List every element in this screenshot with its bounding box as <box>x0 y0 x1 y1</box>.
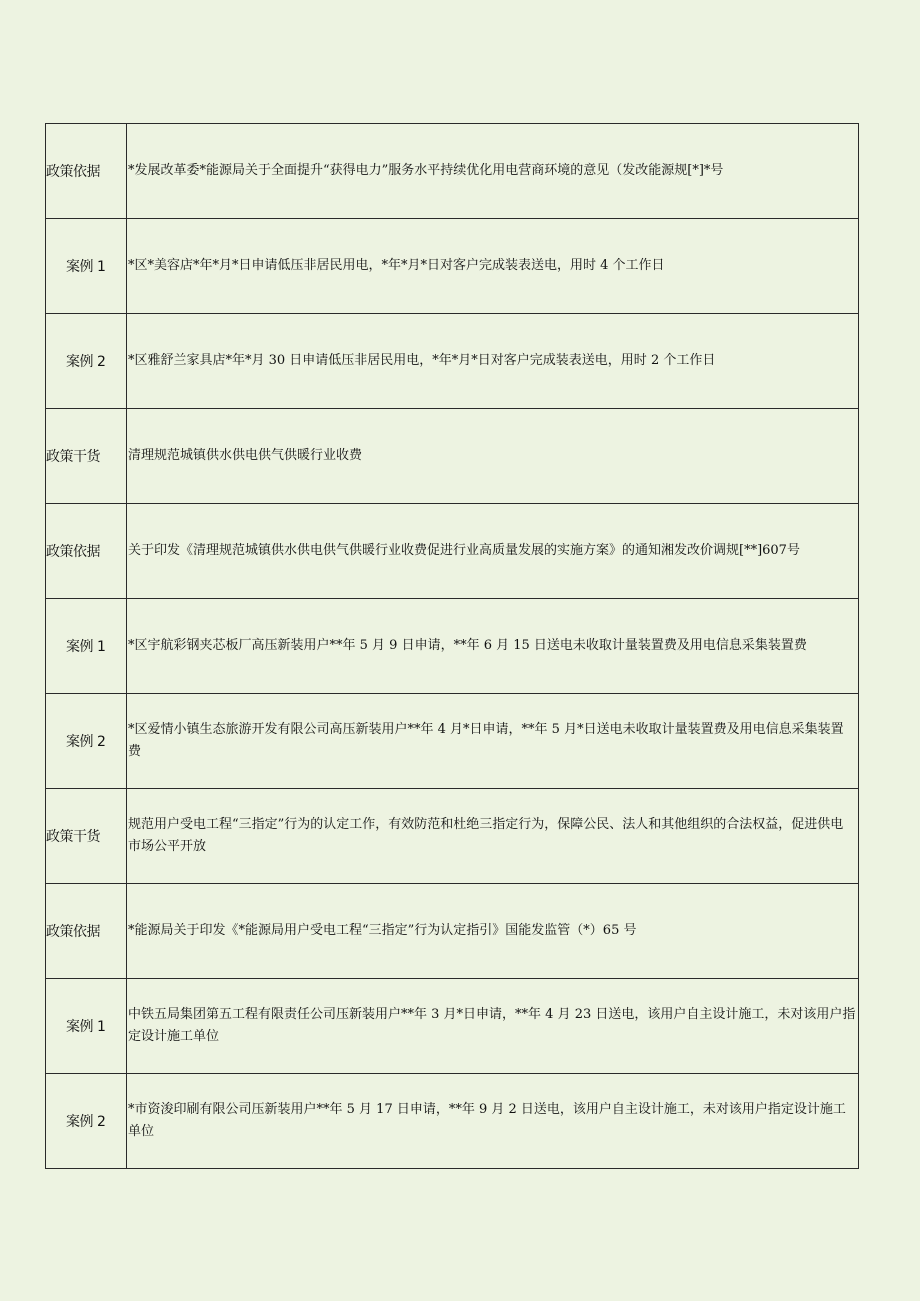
row-label: 案例 2 <box>46 694 127 789</box>
table-row <box>46 219 859 314</box>
table-row <box>46 789 859 884</box>
row-label: 政策依据 <box>46 884 127 979</box>
row-label: 案例 1 <box>46 979 127 1074</box>
row-label: 案例 1 <box>46 219 127 314</box>
row-label: 案例 2 <box>46 1074 127 1169</box>
row-label: 政策依据 <box>46 504 127 599</box>
table-body <box>46 124 859 1169</box>
row-label: 案例 2 <box>46 314 127 409</box>
row-content: *区宇航彩钢夹芯板厂高压新装用户**年 5 月 9 日申请，**年 6 月 15 日送电未收取计量装置费及用电信息采集装置费 <box>127 599 859 694</box>
row-content: 关于印发《清理规范城镇供水供电供气供暖行业收费促进行业高质量发展的实施方案》的通知湘发改价调规[**]607号 <box>127 504 859 599</box>
row-content: *发展改革委*能源局关于全面提升“获得电力”服务水平持续优化用电营商环境的意见（发改能源规[*]*号 <box>127 124 859 219</box>
row-content: 规范用户受电工程“三指定”行为的认定工作，有效防范和杜绝三指定行为，保障公民、法人和其他组织的合法权益，促进供电市场公平开放 <box>127 789 859 884</box>
table-row <box>46 979 859 1074</box>
table-row <box>46 504 859 599</box>
row-label: 政策干货 <box>46 409 127 504</box>
table-row <box>46 599 859 694</box>
row-content: 中铁五局集团第五工程有限责任公司压新装用户**年 3 月*日申请，**年 4 月 23 日送电，该用户自主设计施工，未对该用户指定设计施工单位 <box>127 979 859 1074</box>
row-content: *能源局关于印发《*能源局用户受电工程“三指定”行为认定指引》国能发监管（*）65 号 <box>127 884 859 979</box>
row-label: 政策依据 <box>46 124 127 219</box>
row-content: *区爱情小镇生态旅游开发有限公司高压新装用户**年 4 月*日申请，**年 5 月*日送电未收取计量装置费及用电信息采集装置费 <box>127 694 859 789</box>
row-label: 政策干货 <box>46 789 127 884</box>
row-content: *区*美容店*年*月*日申请低压非居民用电，*年*月*日对客户完成装表送电，用时 4 个工作日 <box>127 219 859 314</box>
table-row <box>46 409 859 504</box>
table-row <box>46 314 859 409</box>
policy-case-table <box>45 123 859 1169</box>
table-row <box>46 1074 859 1169</box>
row-label: 案例 1 <box>46 599 127 694</box>
row-content: 清理规范城镇供水供电供气供暖行业收费 <box>127 409 859 504</box>
table-row <box>46 884 859 979</box>
row-content: *区雅舒兰家具店*年*月 30 日申请低压非居民用电，*年*月*日对客户完成装表送电，用时 2 个工作日 <box>127 314 859 409</box>
table-row <box>46 124 859 219</box>
row-content: *市资浚印刷有限公司压新装用户**年 5 月 17 日申请，**年 9 月 2 日送电，该用户自主设计施工，未对该用户指定设计施工单位 <box>127 1074 859 1169</box>
table-row <box>46 694 859 789</box>
